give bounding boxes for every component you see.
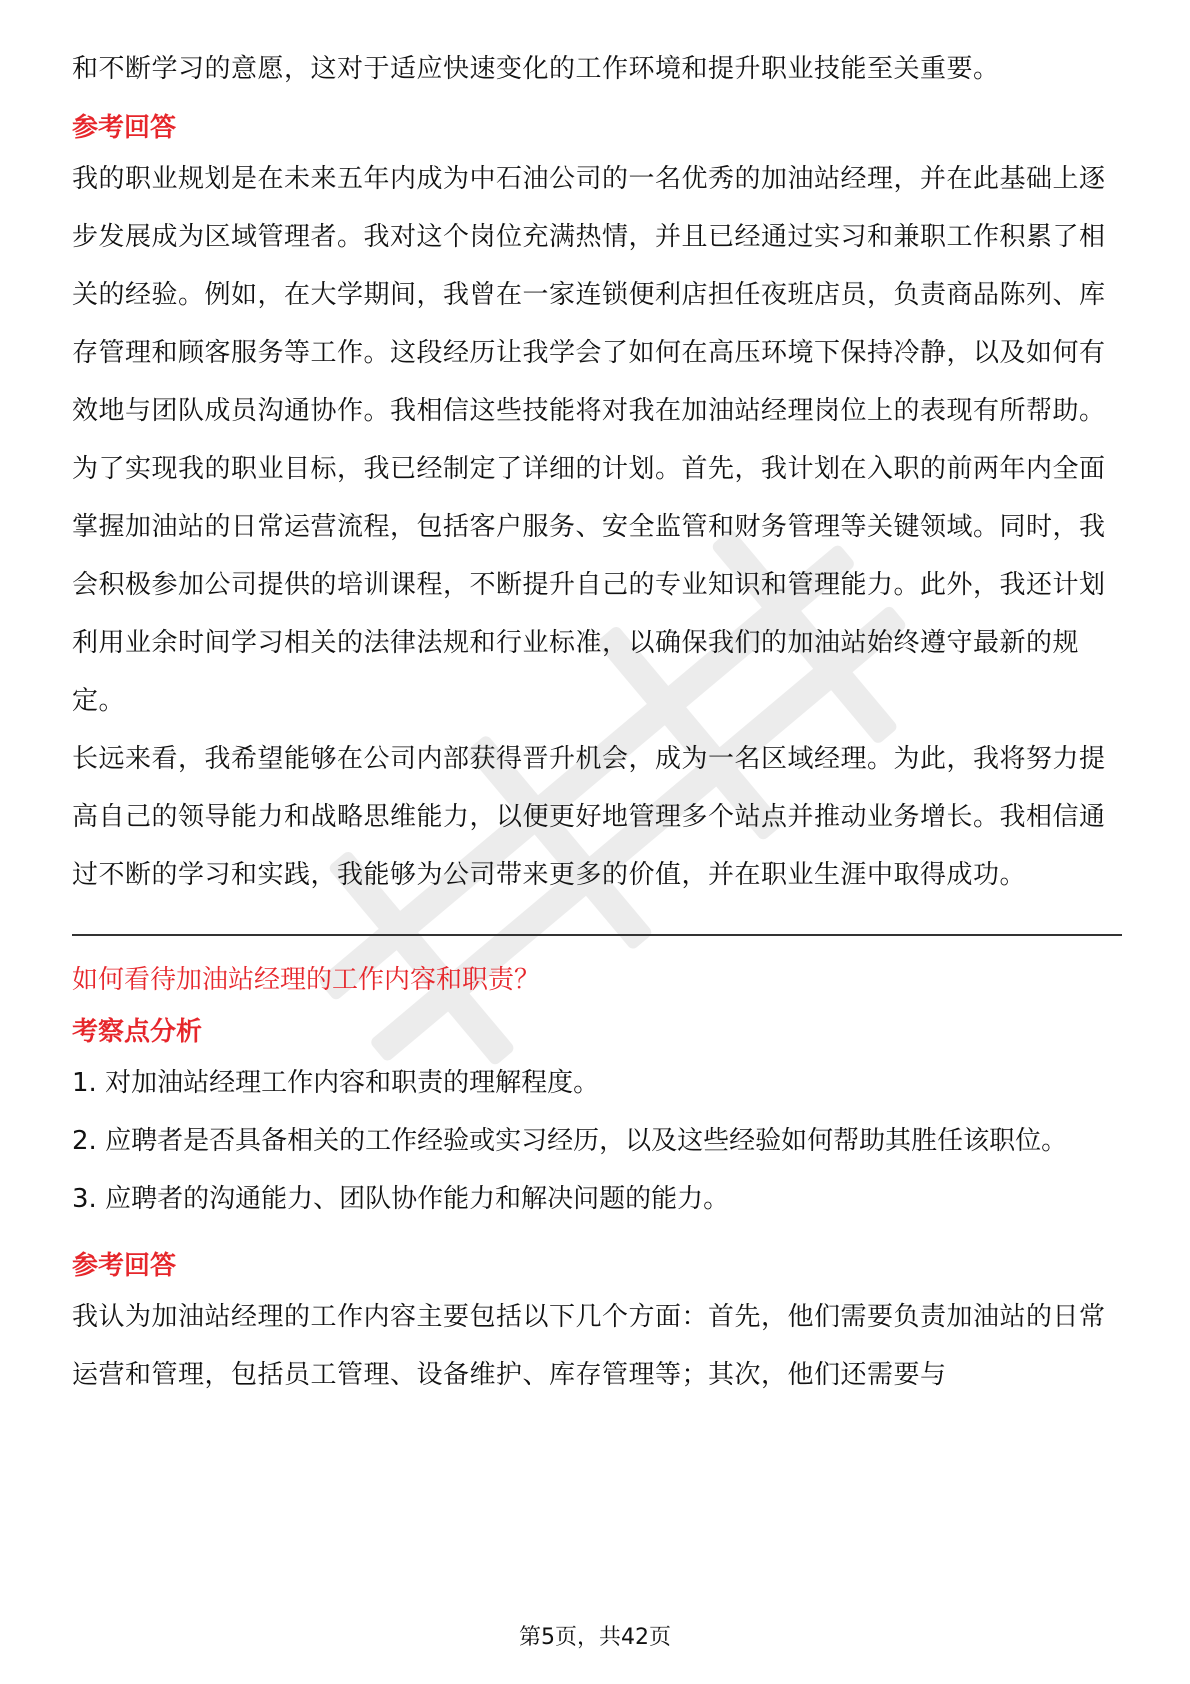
- question-title: 如何看待加油站经理的工作内容和职责？: [72, 965, 541, 995]
- analysis-point-3: 3. 应聘者的沟通能力、团队协作能力和解决问题的能力。: [72, 1184, 730, 1214]
- reference-answer-heading: 参考回答: [72, 113, 177, 143]
- document-page: [72, 40, 1122, 1404]
- reference-answer-heading-2: 参考回答: [72, 1251, 177, 1281]
- analysis-heading: 考察点分析: [72, 1017, 203, 1047]
- continued-text: 和不断学习的意愿，这对于适应快速变化的工作环境和提升职业技能至关重要。: [72, 54, 1000, 84]
- answer-paragraph-1: 我的职业规划是在未来五年内成为中石油公司的一名优秀的加油站经理，并在此基础上逐步发展成为区域管理者。我对这个岗位充满热情，并且已经通过实习和兼职工作积累了相关的经验。例如，在大学期间，我曾在一家连锁便利店担任夜班店员，负责商品陈列、库存管理和顾客服务等工作。这段经历让我学会了如何在高压环境下保持冷静，以及如何有效地与团队成员沟通协作。我相信这些技能将对我在加油站经理岗位上的表现有所帮助。: [72, 164, 1106, 426]
- analysis-point-2: 2. 应聘者是否具备相关的工作经验或实习经历，以及这些经验如何帮助其胜任该职位。: [72, 1126, 1068, 1156]
- analysis-point-1: 1. 对加油站经理工作内容和职责的理解程度。: [72, 1068, 600, 1098]
- section-divider: [72, 934, 1122, 936]
- answer-paragraph-4: 我认为加油站经理的工作内容主要包括以下几个方面：首先，他们需要负责加油站的日常运营和管理，包括员工管理、设备维护、库存管理等；其次，他们还需要与: [72, 1302, 1106, 1390]
- page-number-footer: 第5页，共42页: [519, 1625, 671, 1650]
- answer-paragraph-2: 为了实现我的职业目标，我已经制定了详细的计划。首先，我计划在入职的前两年内全面掌握加油站的日常运营流程，包括客户服务、安全监管和财务管理等关键领域。同时，我会积极参加公司提供的培训课程，不断提升自己的专业知识和管理能力。此外，我还计划利用业余时间学习相关的法律法规和行业标准，以确保我们的加油站始终遵守最新的规定。: [72, 454, 1106, 716]
- answer-paragraph-3: 长远来看，我希望能够在公司内部获得晋升机会，成为一名区域经理。为此，我将努力提高自己的领导能力和战略思维能力，以便更好地管理多个站点并推动业务增长。我相信通过不断的学习和实践，我能够为公司带来更多的价值，并在职业生涯中取得成功。: [72, 744, 1106, 890]
